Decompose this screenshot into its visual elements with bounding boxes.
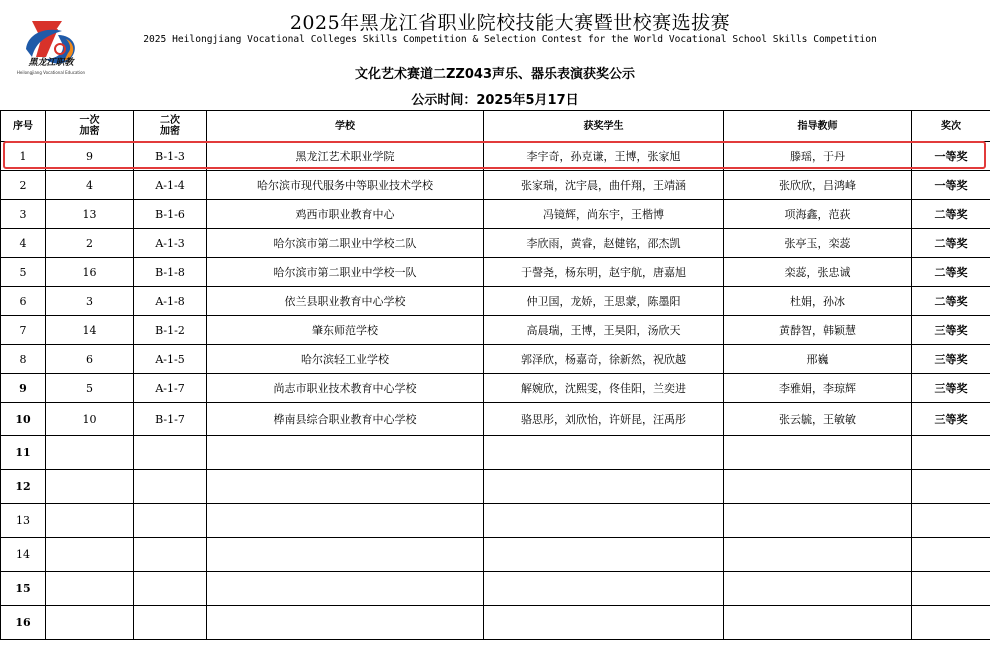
header-seq: 序号 (1, 111, 46, 142)
header-draw2: 二次 加密 (134, 111, 207, 142)
table-row (1, 374, 990, 403)
empty-cell (134, 538, 207, 572)
empty-cell (207, 504, 484, 538)
row-teachers: 黄馞智，韩颖慧 (724, 316, 912, 345)
row-draw1: 14 (46, 316, 134, 345)
empty-cell (912, 436, 990, 470)
row-seq: 2 (1, 171, 46, 200)
empty-cell (484, 606, 724, 640)
row-school: 桦南县综合职业教育中心学校 (207, 403, 484, 436)
empty-cell (724, 538, 912, 572)
row-seq: 1 (1, 142, 46, 171)
logo-subtext: Heilongjiang Vocational Education (16, 70, 86, 75)
empty-cell (134, 470, 207, 504)
table-row (1, 229, 990, 258)
row-seq: 6 (1, 287, 46, 316)
row-seq: 9 (1, 374, 46, 403)
table-row-empty (1, 504, 990, 538)
row-award: 二等奖 (912, 200, 990, 229)
table-row (1, 258, 990, 287)
empty-cell (724, 504, 912, 538)
empty-cell (46, 470, 134, 504)
table-row (1, 171, 990, 200)
table-row (1, 287, 990, 316)
row-draw1: 4 (46, 171, 134, 200)
row-draw1: 13 (46, 200, 134, 229)
empty-cell (912, 606, 990, 640)
empty-cell (724, 436, 912, 470)
row-draw2: A-1-7 (134, 374, 207, 403)
row-teachers: 栾蕊，张忠诚 (724, 258, 912, 287)
row-seq: 8 (1, 345, 46, 374)
table-row-empty (1, 572, 990, 606)
header-award: 奖次 (912, 111, 990, 142)
row-seq: 7 (1, 316, 46, 345)
empty-cell (46, 504, 134, 538)
competition-title-english: 2025 Heilongjiang Vocational Colleges Skills Competition & Selection Contest for the World Vocational School Skills Competition (143, 34, 877, 45)
row-school: 哈尔滨市现代服务中等职业技术学校 (207, 171, 484, 200)
row-school: 哈尔滨轻工业学校 (207, 345, 484, 374)
row-seq: 14 (1, 538, 46, 572)
row-seq: 11 (1, 436, 46, 470)
table-row (1, 316, 990, 345)
table-row-empty (1, 538, 990, 572)
table-row (1, 142, 990, 171)
row-teachers: 张云毓，王敏敏 (724, 403, 912, 436)
row-award: 二等奖 (912, 258, 990, 287)
row-students: 解婉欣，沈熙雯，佟佳阳，兰奕进 (484, 374, 724, 403)
row-seq: 10 (1, 403, 46, 436)
row-seq: 4 (1, 229, 46, 258)
empty-cell (134, 572, 207, 606)
row-draw2: B-1-7 (134, 403, 207, 436)
row-award: 三等奖 (912, 403, 990, 436)
row-seq: 16 (1, 606, 46, 640)
empty-cell (134, 606, 207, 640)
row-teachers: 滕瑶，于丹 (724, 142, 912, 171)
row-school: 尚志市职业技术教育中心学校 (207, 374, 484, 403)
award-subtitle: 文化艺术赛道二ZZ043声乐、器乐表演获奖公示 (355, 67, 635, 82)
empty-cell (484, 538, 724, 572)
row-school: 肇东师范学校 (207, 316, 484, 345)
row-teachers: 邢巍 (724, 345, 912, 374)
row-teachers: 张欣欣，吕鸿峰 (724, 171, 912, 200)
row-draw2: A-1-5 (134, 345, 207, 374)
empty-cell (912, 572, 990, 606)
row-draw1: 16 (46, 258, 134, 287)
row-students: 于謦尧，杨东明，赵宇航，唐嘉旭 (484, 258, 724, 287)
row-award: 三等奖 (912, 345, 990, 374)
row-seq: 3 (1, 200, 46, 229)
table-row (1, 200, 990, 229)
header-teachers: 指导教师 (724, 111, 912, 142)
row-school: 鸡西市职业教育中心 (207, 200, 484, 229)
row-students: 李欣雨，黄睿，赵健铭，邵杰凯 (484, 229, 724, 258)
row-draw1: 9 (46, 142, 134, 171)
row-award: 二等奖 (912, 287, 990, 316)
row-school: 哈尔滨市第二职业中学校二队 (207, 229, 484, 258)
row-students: 冯镜辉，尚东宇，王楷博 (484, 200, 724, 229)
empty-cell (207, 436, 484, 470)
empty-cell (724, 470, 912, 504)
row-draw2: B-1-6 (134, 200, 207, 229)
empty-cell (484, 504, 724, 538)
row-draw1: 10 (46, 403, 134, 436)
table-header-row (1, 111, 990, 142)
row-students: 张家瑞，沈宇晨，曲仟翔，王靖涵 (484, 171, 724, 200)
row-seq: 5 (1, 258, 46, 287)
row-seq: 12 (1, 470, 46, 504)
empty-cell (207, 572, 484, 606)
row-award: 三等奖 (912, 316, 990, 345)
table-row-empty (1, 606, 990, 640)
empty-cell (207, 470, 484, 504)
row-draw2: A-1-3 (134, 229, 207, 258)
table-row (1, 403, 990, 436)
empty-cell (724, 572, 912, 606)
empty-cell (207, 606, 484, 640)
row-award: 一等奖 (912, 171, 990, 200)
empty-cell (484, 572, 724, 606)
logo-text: 黑龙江职教 (28, 58, 74, 68)
row-draw2: B-1-2 (134, 316, 207, 345)
row-award: 一等奖 (912, 142, 990, 171)
empty-cell (484, 436, 724, 470)
row-students: 仲卫国，龙娇，王思蒙，陈墨阳 (484, 287, 724, 316)
row-draw1: 5 (46, 374, 134, 403)
row-students: 郭泽欣，杨嘉奇，徐新然，祝欣越 (484, 345, 724, 374)
row-award: 二等奖 (912, 229, 990, 258)
empty-cell (912, 470, 990, 504)
competition-title: 2025年黑龙江省职业院校技能大赛暨世校赛选拔赛 (289, 12, 731, 34)
row-students: 李宇奇，孙克谦，王博，张家旭 (484, 142, 724, 171)
row-school: 黑龙江艺术职业学院 (207, 142, 484, 171)
row-draw2: B-1-8 (134, 258, 207, 287)
header-school: 学校 (207, 111, 484, 142)
row-teachers: 项海鑫，范荻 (724, 200, 912, 229)
row-students: 骆思彤，刘欣怡，许妍昆，汪禹彤 (484, 403, 724, 436)
row-draw1: 3 (46, 287, 134, 316)
row-draw1: 2 (46, 229, 134, 258)
empty-cell (134, 436, 207, 470)
table-row-empty (1, 436, 990, 470)
row-school: 哈尔滨市第二职业中学校一队 (207, 258, 484, 287)
row-draw2: B-1-3 (134, 142, 207, 171)
row-award: 三等奖 (912, 374, 990, 403)
award-table (0, 110, 990, 640)
row-teachers: 张亭玉，栾蕊 (724, 229, 912, 258)
publication-time: 公示时间：2025年5月17日 (411, 93, 579, 108)
row-draw2: A-1-8 (134, 287, 207, 316)
empty-cell (46, 538, 134, 572)
row-teachers: 杜娟，孙冰 (724, 287, 912, 316)
row-seq: 13 (1, 504, 46, 538)
empty-cell (724, 606, 912, 640)
table-row (1, 345, 990, 374)
empty-cell (46, 606, 134, 640)
empty-cell (484, 470, 724, 504)
empty-cell (207, 538, 484, 572)
empty-cell (912, 504, 990, 538)
row-draw1: 6 (46, 345, 134, 374)
empty-cell (912, 538, 990, 572)
header-draw1: 一次 加密 (46, 111, 134, 142)
row-seq: 15 (1, 572, 46, 606)
header-students: 获奖学生 (484, 111, 724, 142)
table-row-empty (1, 470, 990, 504)
row-teachers: 李雅娟，李琼辉 (724, 374, 912, 403)
row-students: 高晨瑞，王博，王昊阳，汤欣天 (484, 316, 724, 345)
empty-cell (46, 436, 134, 470)
empty-cell (134, 504, 207, 538)
row-school: 依兰县职业教育中心学校 (207, 287, 484, 316)
row-draw2: A-1-4 (134, 171, 207, 200)
empty-cell (46, 572, 134, 606)
